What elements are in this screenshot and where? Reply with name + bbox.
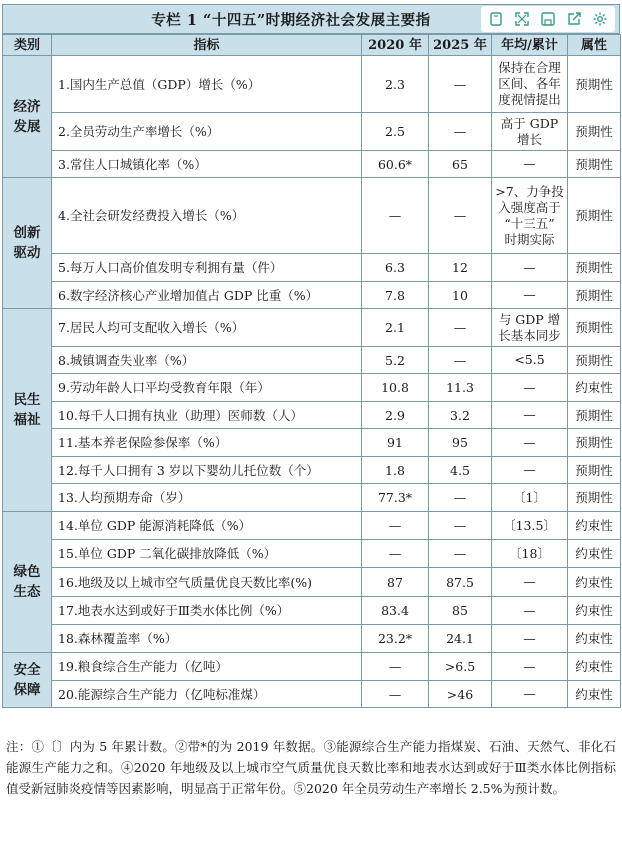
attribute-cell: 约束性 (568, 597, 621, 625)
attribute-cell: 预期性 (568, 402, 621, 429)
table-row (3, 151, 621, 178)
table-title-bar (2, 4, 620, 34)
table-row (3, 597, 621, 625)
indicator-cell: 10.每千人口拥有执业（助理）医师数（人） (52, 402, 362, 429)
value-2020-cell: 2.9 (362, 402, 429, 429)
attribute-cell: 约束性 (568, 374, 621, 402)
table-row (3, 282, 621, 309)
indicator-cell: 1.国内生产总值（GDP）增长（%） (52, 56, 362, 113)
avg-cell: >7、力争投 入强度高于 “十三五” 时期实际 (492, 178, 568, 254)
table-footnote: 注：①〔〕内为 5 年累计数。②带*的为 2019 年数据。③能源综合生产能力指煤炭、石油、天然气、非化石能源生产能力之和。④2020 年地级及以上城市空气质量优良天数比率和地表水达到或好于Ⅲ类水体比例指标值受新冠肺炎疫情等因素影响，明显高于正常年份。⑤2020 年全员劳动生产率增长 2.5%为预计数。 (6, 739, 616, 796)
value-2025-cell: — (429, 178, 492, 254)
indicator-cell: 8.城镇调查失业率（%） (52, 347, 362, 374)
value-2025-cell: 24.1 (429, 625, 492, 653)
value-2020-cell: 5.2 (362, 347, 429, 374)
value-2025-cell: 10 (429, 282, 492, 309)
share-icon (566, 11, 582, 27)
value-2025-cell: — (429, 484, 492, 512)
category-innovation: 创新 驱动 (3, 178, 52, 309)
indicator-table (2, 34, 621, 708)
indicator-cell: 16.地级及以上城市空气质量优良天数比率(%) (52, 568, 362, 597)
save-button[interactable] (536, 7, 560, 31)
attribute-cell: 预期性 (568, 56, 621, 113)
avg-cell: — (492, 402, 568, 429)
expand-icon (514, 11, 530, 27)
value-2020-cell: 2.1 (362, 309, 429, 347)
indicator-cell: 4.全社会研发经费投入增长（%） (52, 178, 362, 254)
value-2025-cell: 85 (429, 597, 492, 625)
value-2020-cell: 2.5 (362, 113, 429, 151)
header-2025: 2025 年 (429, 35, 492, 56)
value-2025-cell: 11.3 (429, 374, 492, 402)
indicator-cell: 12.每千人口拥有 3 岁以下婴幼儿托位数（个） (52, 457, 362, 484)
table-row (3, 484, 621, 512)
table-row (3, 402, 621, 429)
avg-cell: 〔13.5〕 (492, 512, 568, 540)
avg-cell: — (492, 457, 568, 484)
value-2020-cell: — (362, 178, 429, 254)
avg-cell: — (492, 254, 568, 282)
header-attribute: 属性 (568, 35, 621, 56)
value-2020-cell: 2.3 (362, 56, 429, 113)
category-ecology: 绿色 生态 (3, 512, 52, 653)
avg-cell: 〔1〕 (492, 484, 568, 512)
indicator-cell: 6.数字经济核心产业增加值占 GDP 比重（%） (52, 282, 362, 309)
attribute-cell: 预期性 (568, 113, 621, 151)
table-row (3, 512, 621, 540)
attribute-cell: 预期性 (568, 429, 621, 457)
attribute-cell: 预期性 (568, 309, 621, 347)
table-row (3, 681, 621, 708)
avg-cell: — (492, 653, 568, 681)
table-row (3, 568, 621, 597)
attribute-cell: 预期性 (568, 282, 621, 309)
value-2020-cell: 6.3 (362, 254, 429, 282)
avg-cell: — (492, 625, 568, 653)
value-2025-cell: 65 (429, 151, 492, 178)
indicator-cell: 5.每万人口高价值发明专利拥有量（件） (52, 254, 362, 282)
table-header-row (3, 35, 621, 56)
attribute-cell: 约束性 (568, 681, 621, 708)
header-2020: 2020 年 (362, 35, 429, 56)
value-2020-cell: — (362, 653, 429, 681)
avg-cell: — (492, 282, 568, 309)
avg-cell: 〔18〕 (492, 540, 568, 568)
settings-button[interactable] (588, 7, 612, 31)
value-2025-cell: >6.5 (429, 653, 492, 681)
header-category: 类别 (3, 35, 52, 56)
table-row (3, 625, 621, 653)
value-2025-cell: — (429, 540, 492, 568)
header-avg: 年均/累计 (492, 35, 568, 56)
value-2020-cell: 23.2* (362, 625, 429, 653)
table-row (3, 374, 621, 402)
indicator-cell: 11.基本养老保险参保率（%） (52, 429, 362, 457)
attribute-cell: 约束性 (568, 653, 621, 681)
copy-icon (488, 11, 504, 27)
value-2020-cell: 77.3* (362, 484, 429, 512)
indicator-table-panel (2, 4, 620, 708)
indicator-cell: 7.居民人均可支配收入增长（%） (52, 309, 362, 347)
save-icon (540, 11, 556, 27)
value-2020-cell: 1.8 (362, 457, 429, 484)
avg-cell: — (492, 597, 568, 625)
value-2025-cell: — (429, 512, 492, 540)
avg-cell: 与 GDP 增 长基本同步 (492, 309, 568, 347)
table-row (3, 540, 621, 568)
value-2025-cell: — (429, 113, 492, 151)
table-row (3, 113, 621, 151)
attribute-cell: 约束性 (568, 540, 621, 568)
table-row (3, 457, 621, 484)
avg-cell: — (492, 681, 568, 708)
table-row (3, 653, 621, 681)
indicator-cell: 20.能源综合生产能力（亿吨标准煤） (52, 681, 362, 708)
image-toolbar (481, 6, 615, 32)
indicator-cell: 14.单位 GDP 能源消耗降低（%） (52, 512, 362, 540)
attribute-cell: 预期性 (568, 178, 621, 254)
attribute-cell: 约束性 (568, 568, 621, 597)
value-2025-cell: — (429, 347, 492, 374)
value-2020-cell: 7.8 (362, 282, 429, 309)
attribute-cell: 预期性 (568, 347, 621, 374)
value-2020-cell: 60.6* (362, 151, 429, 178)
attribute-cell: 预期性 (568, 484, 621, 512)
attribute-cell: 预期性 (568, 151, 621, 178)
avg-cell: 高于 GDP 增长 (492, 113, 568, 151)
value-2025-cell: 4.5 (429, 457, 492, 484)
value-2025-cell: 95 (429, 429, 492, 457)
avg-cell: 保持在合理 区间、各年 度视情提出 (492, 56, 568, 113)
table-row (3, 309, 621, 347)
value-2025-cell: — (429, 309, 492, 347)
avg-cell: — (492, 374, 568, 402)
indicator-cell: 19.粮食综合生产能力（亿吨） (52, 653, 362, 681)
copy-button[interactable] (484, 7, 508, 31)
category-economy: 经济 发展 (3, 56, 52, 178)
value-2025-cell: 87.5 (429, 568, 492, 597)
value-2020-cell: — (362, 540, 429, 568)
category-welfare: 民生 福祉 (3, 309, 52, 512)
indicator-cell: 13.人均预期寿命（岁） (52, 484, 362, 512)
value-2020-cell: 91 (362, 429, 429, 457)
value-2025-cell: — (429, 56, 492, 113)
table-row (3, 347, 621, 374)
indicator-cell: 18.森林覆盖率（%） (52, 625, 362, 653)
attribute-cell: 预期性 (568, 254, 621, 282)
value-2020-cell: — (362, 681, 429, 708)
value-2020-cell: 83.4 (362, 597, 429, 625)
indicator-cell: 9.劳动年龄人口平均受教育年限（年） (52, 374, 362, 402)
indicator-cell: 17.地表水达到或好于Ⅲ类水体比例（%） (52, 597, 362, 625)
category-security: 安全 保障 (3, 653, 52, 708)
indicator-cell: 3.常住人口城镇化率（%） (52, 151, 362, 178)
expand-button[interactable] (510, 7, 534, 31)
attribute-cell: 约束性 (568, 625, 621, 653)
value-2020-cell: 87 (362, 568, 429, 597)
indicator-cell: 15.单位 GDP 二氧化碳排放降低（%） (52, 540, 362, 568)
avg-cell: — (492, 568, 568, 597)
value-2025-cell: 12 (429, 254, 492, 282)
table-row (3, 254, 621, 282)
attribute-cell: 约束性 (568, 512, 621, 540)
table-title: 专栏 1 “十四五”时期经济社会发展主要指 (151, 11, 431, 29)
table-row (3, 56, 621, 113)
share-button[interactable] (562, 7, 586, 31)
indicator-cell: 2.全员劳动生产率增长（%） (52, 113, 362, 151)
attribute-cell: 预期性 (568, 457, 621, 484)
settings-icon (592, 11, 608, 27)
value-2025-cell: >46 (429, 681, 492, 708)
avg-cell: — (492, 429, 568, 457)
header-indicator: 指标 (52, 35, 362, 56)
value-2020-cell: — (362, 512, 429, 540)
value-2025-cell: 3.2 (429, 402, 492, 429)
avg-cell: — (492, 151, 568, 178)
value-2020-cell: 10.8 (362, 374, 429, 402)
table-row (3, 178, 621, 254)
avg-cell: <5.5 (492, 347, 568, 374)
table-row (3, 429, 621, 457)
